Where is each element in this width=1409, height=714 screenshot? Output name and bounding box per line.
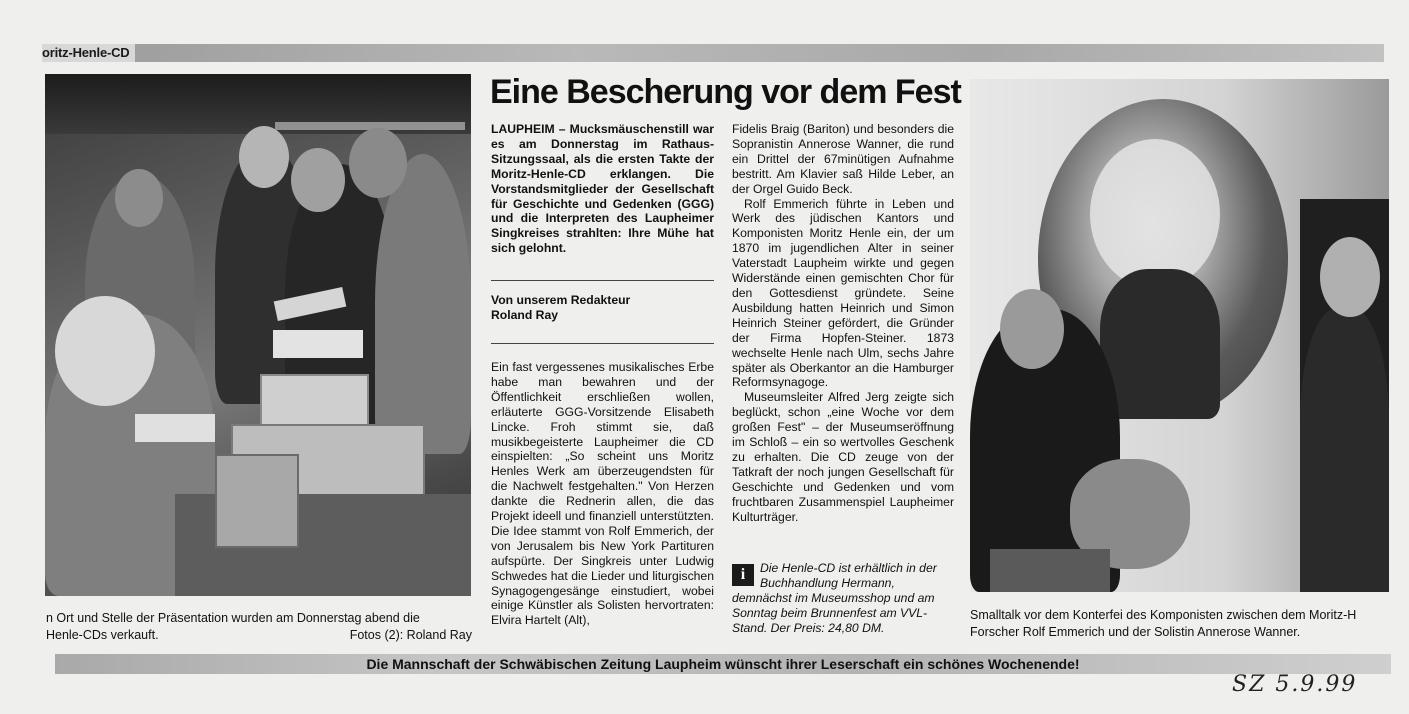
photo-credit: Fotos (2): Roland Ray bbox=[349, 628, 472, 642]
article-paragraph-4: Museumsleiter Alfred Jerg zeigte sich beglückt, schon „eine Woche vor dem großen Fest" – der Museumseröffnung im Schloß – ein so wertvolles Geschenk zu erhalten. Die CD zeuge von der Tatkraft der noch jungen Gesellschaft für Geschichte und Gedenken und vom fruchtbaren Zusammenspiel Laupheimer Kulturträger. bbox=[732, 390, 954, 524]
footer-slogan: Die Mannschaft der Schwäbischen Zeitung Laupheim wünscht ihrer Leserschaft ein schönes Wochenende! bbox=[366, 656, 1080, 672]
article-column-1 bbox=[491, 122, 714, 628]
section-header-band bbox=[42, 44, 1384, 62]
section-label: oritz-Henle-CD bbox=[42, 44, 135, 62]
info-box bbox=[732, 561, 954, 636]
article-lead: LAUPHEIM – Mucksmäuschenstill war es am Donnerstag im Rathaus-Sitzungssaal, als die ersten Takte der Moritz-Henle-CD erklangen. Die Vorstandsmitglieder der Gesellschaft für Geschichte und Gedenken (GGG) und die Interpreten des Laupheimer Singkreises strahlten: Ihre Mühe hat sich gelohnt. bbox=[491, 122, 714, 256]
article-paragraph-3: Rolf Emmerich führte in Leben und Werk des jüdischen Kantors und Komponisten Moritz Henle ein, der um 1870 im jugendlichen Alter in seiner Vaterstadt Laupheim wirkte und gegen Widerstände einen gemischten Chor für den Gottesdienst gründete. Seine Ausbildung hatten Heinrich und Simon Heinrich Steiner gefördert, die Gründer der Firma Hopfen-Steiner. 1873 wechselte Henle nach Ulm, sechs Jahre später als Oberkantor an die Hamburger Reformsynagoge. bbox=[732, 196, 954, 390]
caption-left-line-2: Henle-CDs verkauft. bbox=[46, 628, 159, 642]
caption-left bbox=[46, 610, 474, 644]
article-paragraph-1: Ein fast vergessenes musikalisches Erbe habe man bewahren und der Öffentlichkeit erschließen wollen, erläuterte GGG-Vorsitzende Elisabeth Lincke. Froh stimmt sie, daß musikbegeisterte Laupheimer die CD einspielten: „So scheint uns Moritz Henles Werk am überzeugendsten für die Nachwelt festgehalten." Von Herzen dankte die Rednerin allen, die das Projekt ideell und finanziell unterstützten. Die Idee stammt von Rolf Emmerich, der von Jerusalem bis New York Partituren aufspürte. Der Singkreis unter Ludwig Schwedes hat die Lieder und liturgischen Synagogengesänge einstudiert, wobei einige Künstler als Solisten hervortraten: Elvira Hartelt (Alt), bbox=[491, 359, 714, 628]
byline-divider bbox=[491, 343, 714, 344]
article-paragraph-2: Fidelis Braig (Bariton) und besonders die Sopranistin Annerose Wanner, die rund ein Drittel der 67minütigen Aufnahme bestritt. Am Klavier saß Hilde Leber, an der Orgel Guido Beck. bbox=[732, 122, 954, 196]
photo-portrait-smalltalk bbox=[970, 79, 1389, 592]
article-headline: Eine Bescherung vor dem Fest bbox=[490, 73, 961, 111]
caption-right bbox=[970, 607, 1409, 641]
article-column-2 bbox=[732, 122, 954, 524]
caption-right-line-1: Smalltalk vor dem Konterfei des Komponisten zwischen dem Moritz-H bbox=[970, 608, 1357, 622]
info-icon: i bbox=[732, 564, 754, 586]
byline-author: Roland Ray bbox=[491, 308, 559, 323]
caption-left-line-1: n Ort und Stelle der Präsentation wurden am Donnerstag abend die bbox=[46, 611, 420, 625]
caption-right-line-2: Forscher Rolf Emmerich und der Solistin Annerose Wanner. bbox=[970, 625, 1301, 639]
info-text: Die Henle-CD ist erhältlich in der Buchhandlung Hermann, demnächst im Museumsshop und am Sonntag beim Brunnenfest am VVL-Stand. Der Preis: 24,80 DM. bbox=[732, 561, 937, 635]
byline-role: Von unserem Redakteur bbox=[491, 293, 631, 308]
photo-cd-sale bbox=[45, 74, 471, 596]
byline bbox=[491, 280, 714, 323]
handwritten-note: SZ 5.9.99 bbox=[1232, 672, 1358, 697]
